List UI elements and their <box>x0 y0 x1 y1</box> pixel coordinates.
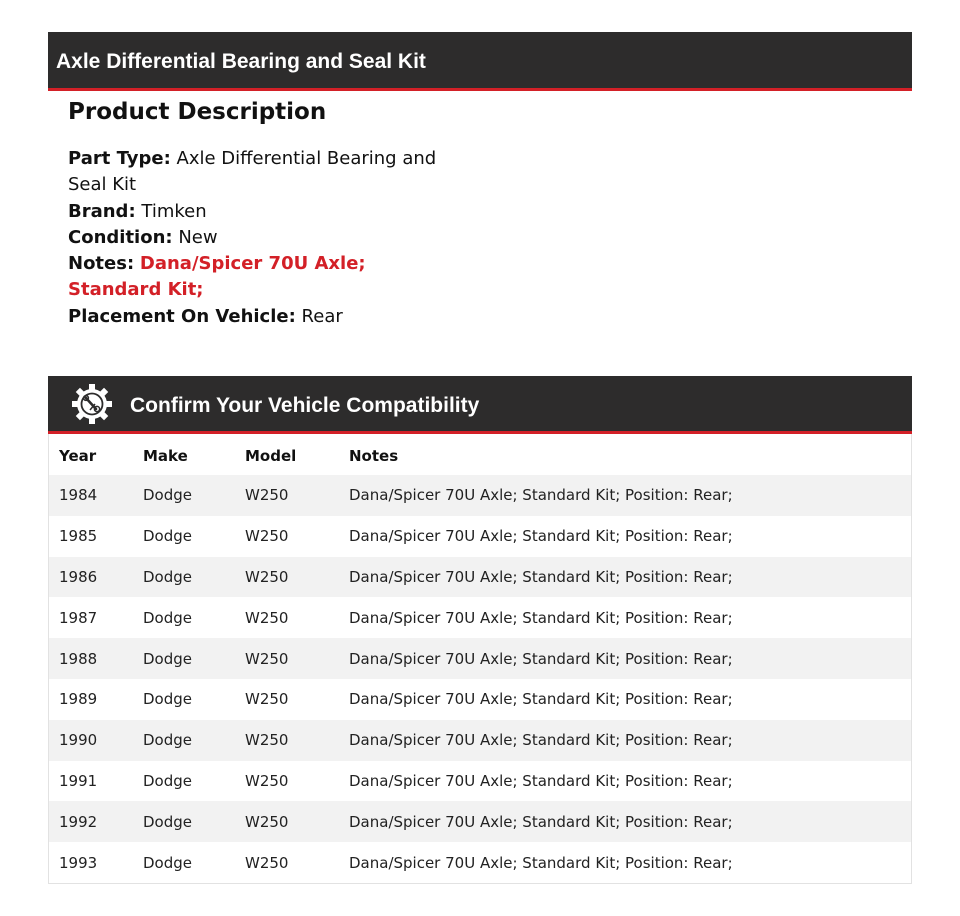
cell-year: 1989 <box>59 690 98 709</box>
part-type-row <box>68 146 448 199</box>
column-header-year: Year <box>59 446 97 465</box>
column-header-model: Model <box>245 446 297 465</box>
cell-model: W250 <box>235 720 339 761</box>
cell-model: W250 <box>235 801 339 842</box>
cell-year: 1992 <box>49 801 133 842</box>
cell-year: 1985 <box>59 527 98 546</box>
cell-year: 1993 <box>59 853 98 872</box>
table-row <box>49 557 911 598</box>
cell-notes: Dana/Spicer 70U Axle; Standard Kit; Position: Rear; <box>339 720 911 761</box>
notes-label: Notes: <box>68 253 135 275</box>
cell-notes: Dana/Spicer 70U Axle; Standard Kit; Position: Rear; <box>349 771 733 790</box>
cell-notes: Dana/Spicer 70U Axle; Standard Kit; Position: Rear; <box>349 690 733 709</box>
condition-value: New <box>178 226 218 248</box>
cell-notes: Dana/Spicer 70U Axle; Standard Kit; Position: Rear; <box>339 638 911 679</box>
cell-make: Dodge <box>143 853 192 872</box>
cell-make: Dodge <box>133 475 235 516</box>
cell-year: 1984 <box>49 475 133 516</box>
cell-model: W250 <box>245 771 289 790</box>
table-row <box>49 842 911 883</box>
cell-make: Dodge <box>133 557 235 598</box>
column-header-notes: Notes <box>349 446 399 465</box>
cell-make: Dodge <box>133 638 235 679</box>
gear-wrench-icon <box>70 382 114 426</box>
cell-notes: Dana/Spicer 70U Axle; Standard Kit; Position: Rear; <box>349 608 733 627</box>
notes-value: Dana/Spicer 70U Axle; Standard Kit; <box>68 253 366 301</box>
placement-row <box>68 304 448 330</box>
cell-model: W250 <box>235 475 339 516</box>
compatibility-title: Confirm Your Vehicle Compatibility <box>130 393 480 417</box>
table-row <box>49 761 911 802</box>
cell-make: Dodge <box>143 608 192 627</box>
cell-notes: Dana/Spicer 70U Axle; Standard Kit; Position: Rear; <box>349 853 733 872</box>
product-title-banner <box>48 32 912 91</box>
brand-value: Timken <box>141 200 207 222</box>
cell-make: Dodge <box>133 801 235 842</box>
product-description <box>68 96 448 330</box>
part-type-label: Part Type: <box>68 148 171 169</box>
cell-year: 1987 <box>59 608 98 627</box>
cell-notes: Dana/Spicer 70U Axle; Standard Kit; Position: Rear; <box>349 527 733 546</box>
table-row <box>49 516 911 557</box>
cell-model: W250 <box>245 527 289 546</box>
cell-model: W250 <box>245 690 289 709</box>
column-header-make: Make <box>143 446 188 465</box>
cell-notes: Dana/Spicer 70U Axle; Standard Kit; Position: Rear; <box>339 801 911 842</box>
cell-notes: Dana/Spicer 70U Axle; Standard Kit; Position: Rear; <box>339 475 911 516</box>
cell-model: W250 <box>245 608 289 627</box>
cell-notes: Dana/Spicer 70U Axle; Standard Kit; Position: Rear; <box>339 557 911 598</box>
table-row <box>49 801 911 842</box>
table-row <box>49 475 911 516</box>
cell-year: 1986 <box>49 557 133 598</box>
cell-make: Dodge <box>143 690 192 709</box>
cell-make: Dodge <box>133 720 235 761</box>
cell-year: 1988 <box>49 638 133 679</box>
brand-label: Brand: <box>68 200 136 222</box>
table-header-row <box>49 434 911 475</box>
table-row <box>49 720 911 761</box>
compatibility-banner <box>48 376 912 434</box>
cell-model: W250 <box>235 638 339 679</box>
placement-value: Rear <box>301 305 343 327</box>
part-type-value: Axle Differential Bearing and Seal Kit <box>68 148 437 196</box>
brand-row <box>68 199 448 225</box>
cell-year: 1990 <box>49 720 133 761</box>
cell-make: Dodge <box>143 527 192 546</box>
product-title: Axle Differential Bearing and Seal Kit <box>56 50 426 73</box>
table-row <box>49 638 911 679</box>
cell-year: 1991 <box>59 771 98 790</box>
cell-make: Dodge <box>143 771 192 790</box>
notes-row <box>68 251 448 304</box>
condition-label: Condition: <box>68 226 173 248</box>
table-row <box>49 679 911 720</box>
table-row <box>49 597 911 638</box>
compatibility-table <box>48 434 912 884</box>
placement-label: Placement On Vehicle: <box>68 305 296 327</box>
cell-model: W250 <box>245 853 289 872</box>
condition-row <box>68 225 448 251</box>
description-heading: Product Description <box>68 99 327 125</box>
cell-model: W250 <box>235 557 339 598</box>
